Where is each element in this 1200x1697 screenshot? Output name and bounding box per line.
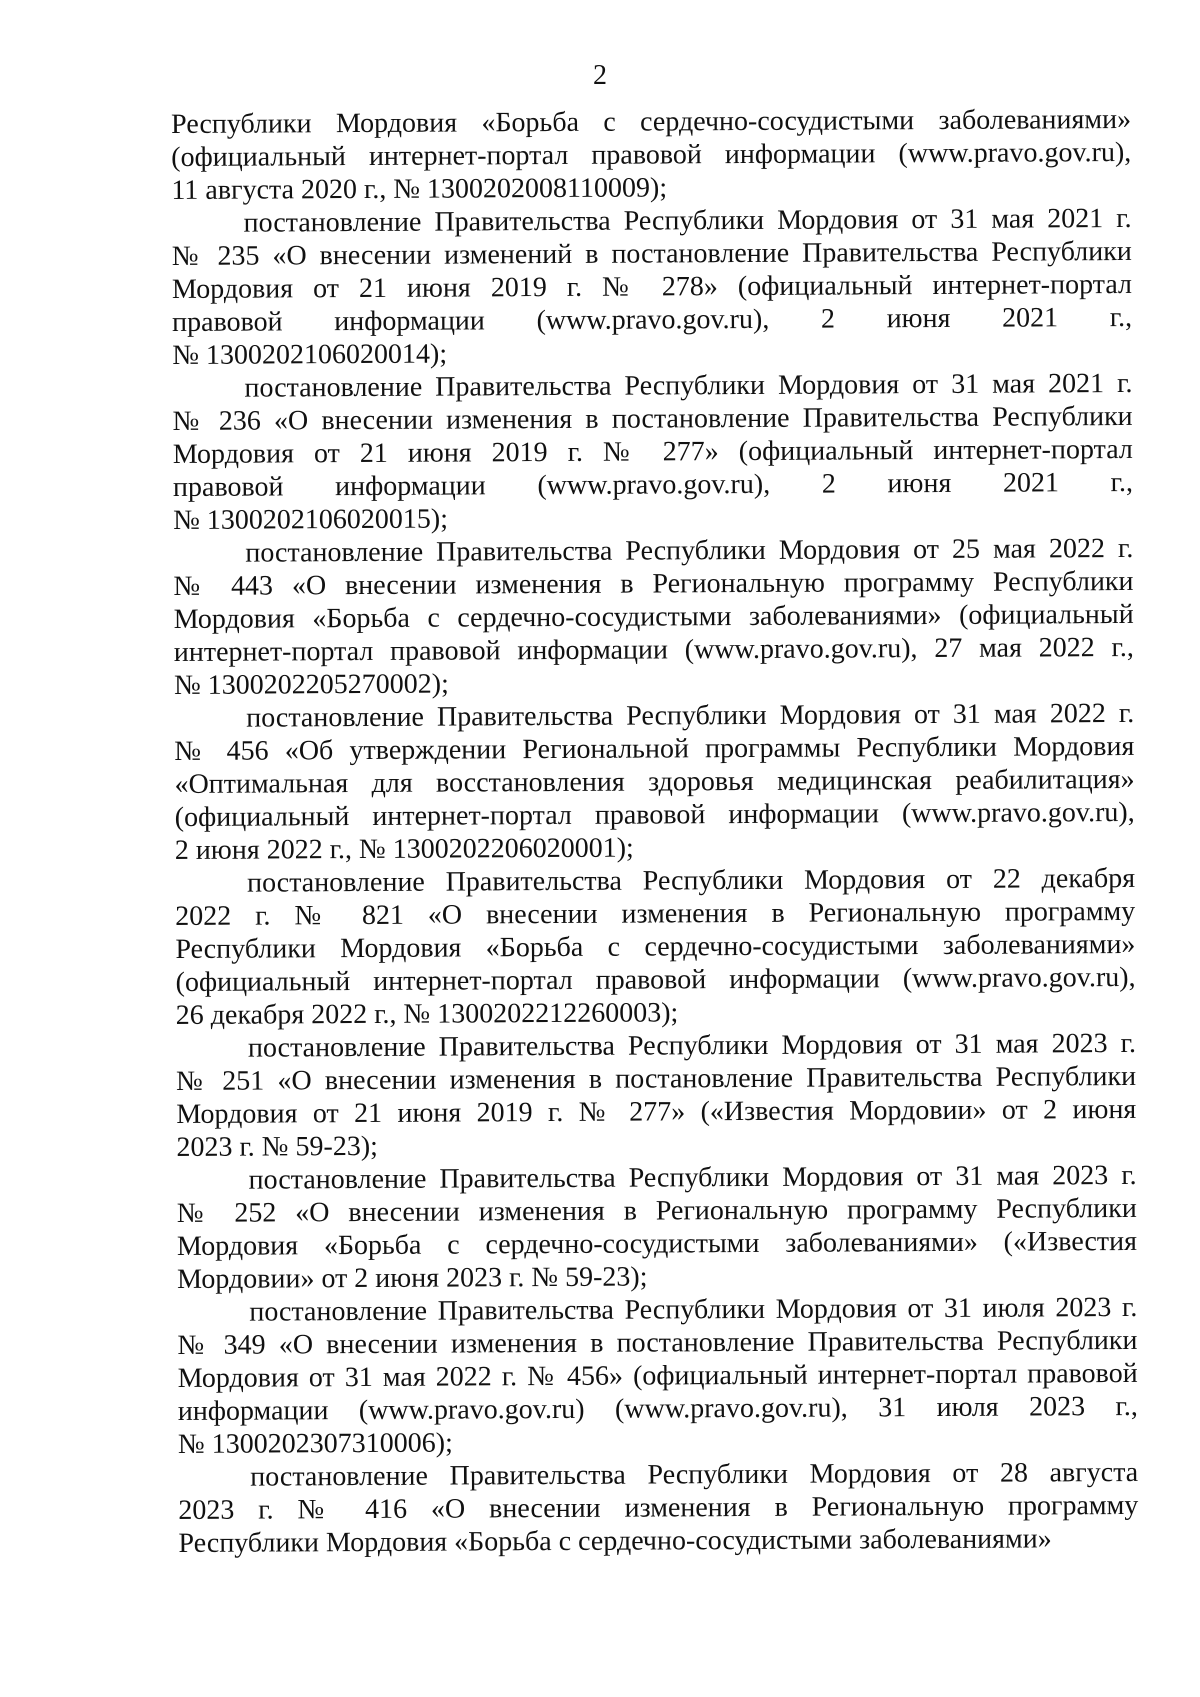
text-line: № 251 «О внесении изменения в постановление Правительства Республики [176,1060,1137,1097]
text-line: Мордовия от 21 июня 2019 г. № 277» (официальный интернет-портал [172,433,1133,470]
paragraph [176,1027,1137,1164]
text-line: постановление Правительства Республики Мордовия от 31 мая 2023 г. [247,1027,1136,1064]
text-line: Мордовия от 21 июня 2019 г. № 277» («Известия Мордовии» от 2 июня [176,1093,1137,1130]
document-body [171,103,1139,1560]
paragraph [177,1291,1138,1461]
text-line: постановление Правительства Республики Мордовия от 31 мая 2021 г. [244,367,1133,404]
text-line: (официальный интернет-портал правовой информации (www.pravo.gov.ru), [174,796,1135,833]
text-line: № 252 «О внесении изменения в Региональную программу Республики [176,1192,1137,1229]
text-line: № 235 «О внесении изменений в постановление Правительства Республики [171,235,1132,272]
text-line: 26 декабря 2022 г., № 1300202212260003); [175,997,679,1031]
text-line: Республики Мордовия «Борьба с сердечно-сосудистыми заболеваниями» [178,1523,1052,1559]
text-line: 2023 г. № 416 «О внесении изменения в Региональную программу [178,1489,1139,1526]
paragraph [174,697,1135,867]
text-line: постановление Правительства Республики Мордовия от 31 мая 2023 г. [248,1159,1137,1196]
paragraph [177,1159,1138,1296]
text-line: постановление Правительства Республики Мордовия от 31 мая 2021 г. [243,202,1132,239]
text-line: Мордовия от 21 июня 2019 г. № 278» (официальный интернет-портал [171,268,1133,305]
text-line: правовой информации (www.pravo.gov.ru), 2 июня 2021 г., [172,466,1134,503]
text-line: постановление Правительства Республики Мордовия от 28 августа [250,1456,1139,1493]
text-line: Мордовии» от 2 июня 2023 г. № 59-23); [177,1261,648,1295]
text-line: Мордовия от 31 мая 2022 г. № 456» (официальный интернет-портал правовой [177,1357,1138,1394]
paragraph [172,202,1133,372]
text-line: постановление Правительства Республики Мордовия от 31 мая 2022 г. [246,697,1135,734]
text-line: постановление Правительства Республики Мордовия от 22 декабря [246,862,1136,899]
paragraph [178,1456,1139,1560]
text-line: «Оптимальная для восстановления здоровья медицинская реабилитация» [174,763,1135,800]
text-line: Республики Мордовия «Борьба с сердечно-сосудистыми заболеваниями» [171,103,1132,140]
text-line: постановление Правительства Республики Мордовия от 31 июля 2023 г. [249,1291,1138,1328]
text-line: 11 августа 2020 г., № 1300202008110009); [171,172,668,206]
text-line: 2023 г. № 59-23); [176,1130,378,1163]
paragraph [175,862,1136,1032]
text-line: Мордовия «Борьба с сердечно-сосудистыми заболеваниями» (официальный [173,598,1134,635]
text-line: № 1300202106020015); [173,503,449,536]
text-line: № 443 «О внесении изменения в Региональную программу Республики [173,565,1134,602]
page-number: 2 [593,60,607,91]
text-line: № 1300202106020014); [172,338,448,371]
text-line: постановление Правительства Республики Мордовия от 25 мая 2022 г. [245,532,1134,569]
text-line: № 1300202307310006); [177,1427,453,1460]
text-line: интернет-портал правовой информации (www.pravo.gov.ru), 27 мая 2022 г., [173,631,1134,668]
text-line: № 236 «О внесении изменения в постановление Правительства Республики [172,400,1133,437]
paragraph [173,532,1134,702]
text-line: 2 июня 2022 г., № 1300202206020001); [174,832,634,866]
text-line: Мордовия «Борьба с сердечно-сосудистыми заболеваниями» («Известия [176,1225,1138,1262]
text-line: Республики Мордовия «Борьба с сердечно-сосудистыми заболеваниями» [175,928,1136,965]
text-line: 2022 г. № 821 «О внесении изменения в Региональную программу [175,895,1136,932]
text-line: № 1300202205270002); [173,668,449,701]
paragraph [172,367,1133,537]
text-line: № 349 «О внесении изменения в постановление Правительства Республики [177,1324,1138,1361]
paragraph [171,103,1132,207]
text-line: (официальный интернет-портал правовой информации (www.pravo.gov.ru), [175,961,1136,998]
text-line: правовой информации (www.pravo.gov.ru), 2 июня 2021 г., [172,301,1133,338]
text-line: информации (www.pravo.gov.ru) (www.pravo.gov.ru), 31 июля 2023 г., [177,1390,1138,1427]
text-line: № 456 «Об утверждении Региональной программы Республики Мордовия [174,730,1135,767]
text-line: (официальный интернет-портал правовой информации (www.pravo.gov.ru), [171,136,1132,173]
